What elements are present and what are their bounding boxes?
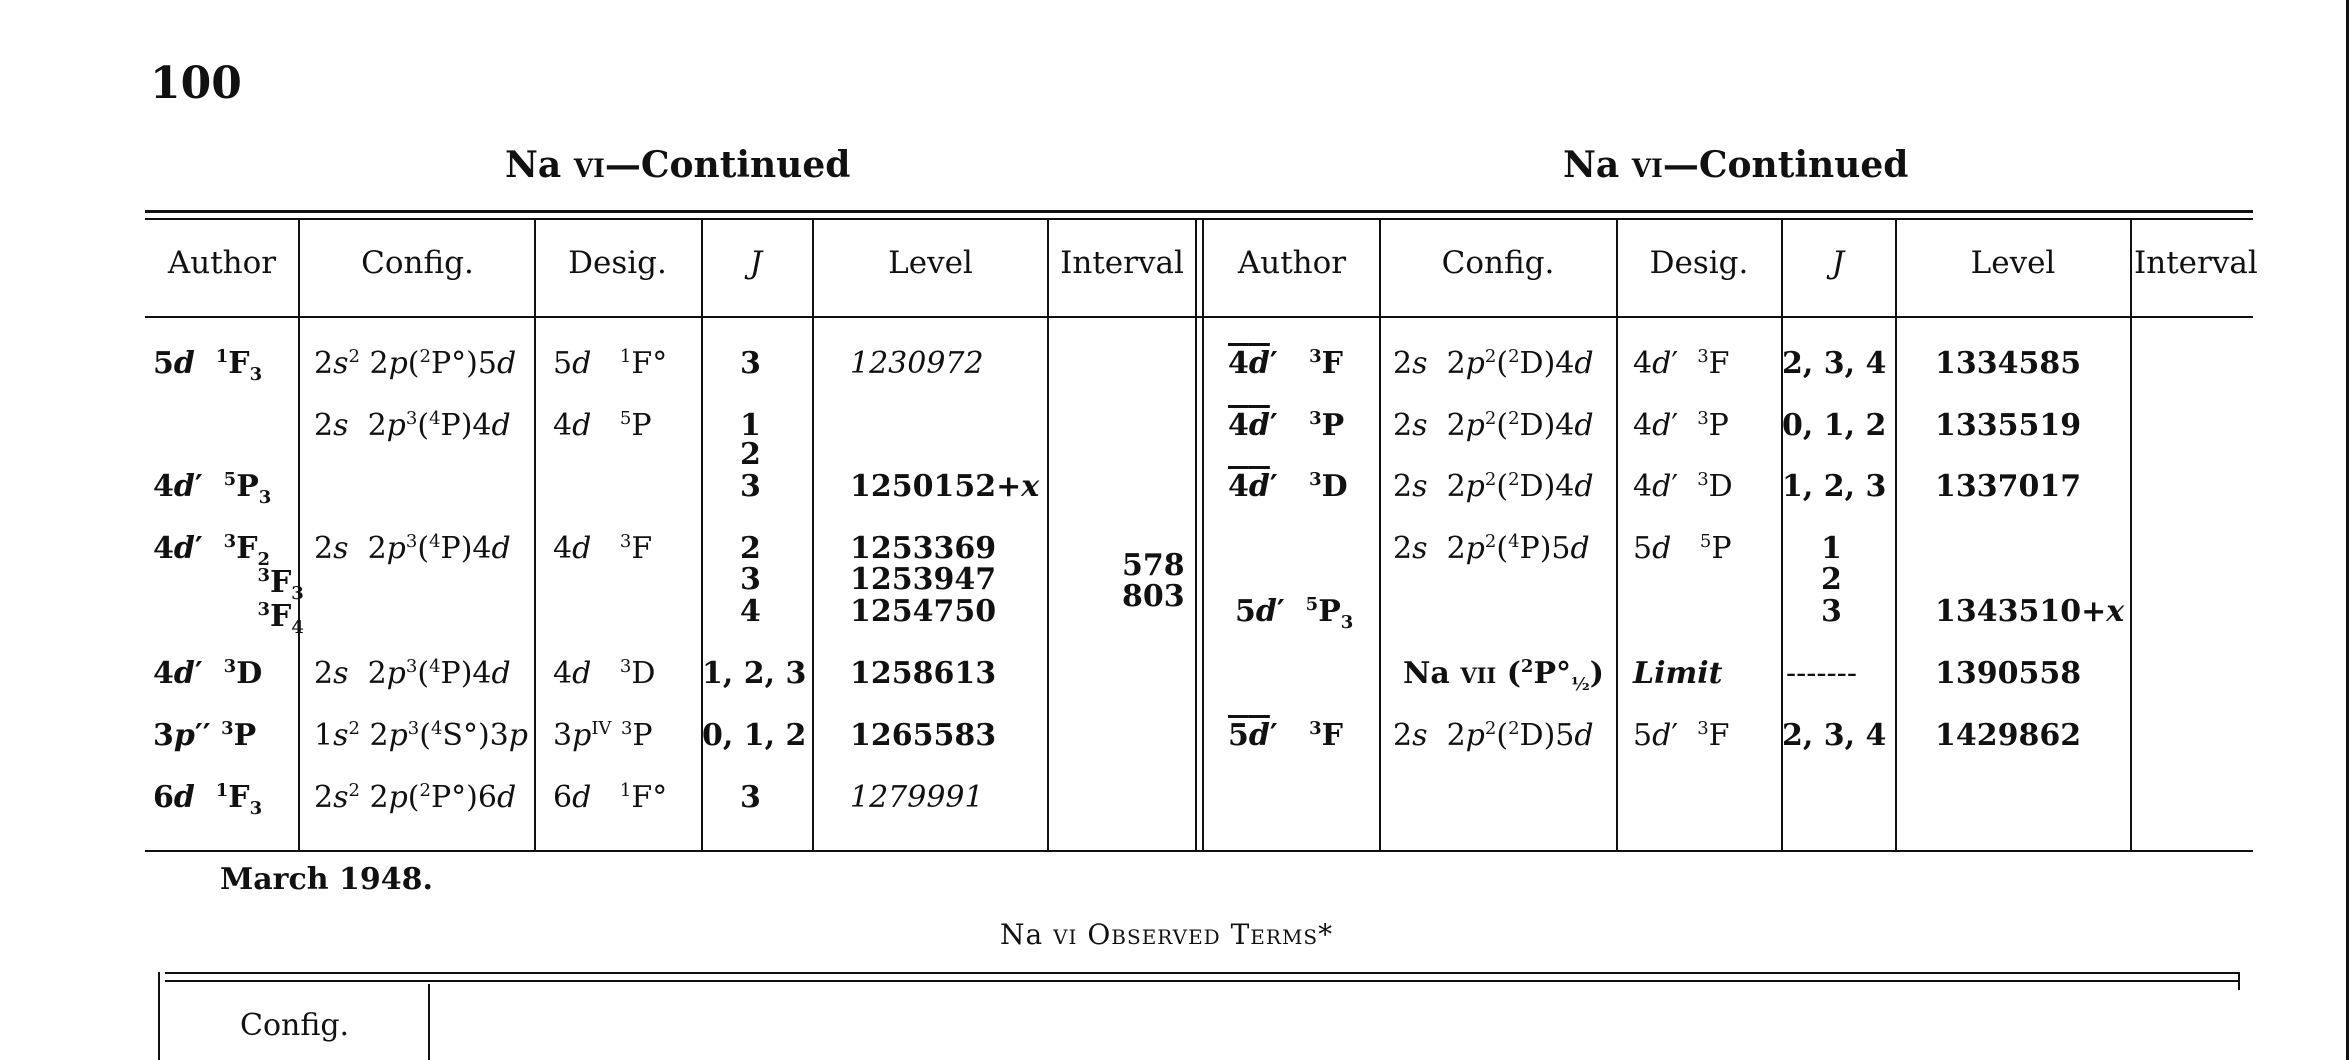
j-cell: 2, 3, 4	[1782, 718, 1887, 753]
level-cell: 1343510+x	[1935, 594, 2125, 629]
header-rule	[145, 316, 2253, 318]
config-cell: 2s $2p^2(^2D)4d$	[1393, 346, 1594, 381]
j-cell: 3	[740, 469, 761, 504]
config-cell: 2s $2p^2(^2D)5d$	[1393, 718, 1594, 753]
observed-config-header: Config.	[240, 1008, 350, 1043]
observed-table-right-border	[2238, 972, 2240, 990]
level-cell: 1250152+x	[850, 469, 1040, 504]
header-config: Config.	[1441, 245, 1555, 281]
config-cell: 2s $2p^3(^4P)4d$	[314, 656, 511, 691]
level-cell: 1254750	[850, 594, 997, 629]
bottom-rule	[145, 850, 2253, 852]
config-cell: $1s^2$ $2p^3(^4S^\circ)3p$	[314, 718, 528, 753]
author-cell: 4d′ $^3$D	[153, 656, 263, 691]
desig-cell: 5d′ $^3$F	[1633, 718, 1730, 753]
observed-table-rule	[165, 980, 2240, 982]
config-cell: $2s^2$ 2p($^2$P°)6d	[314, 780, 517, 815]
level-cell: 1279991	[850, 780, 984, 815]
author-cell: 5d′ $^3$F	[1228, 718, 1343, 753]
col-divider	[1379, 220, 1381, 850]
author-cell: 4d′ $^3$F	[1228, 346, 1343, 381]
desig-cell: 6d $^1$F°	[553, 780, 668, 815]
j-cell: 1	[740, 408, 761, 443]
desig-cell: 4d $^5$P	[553, 408, 652, 443]
author-cell: 6d $^1F_3$	[153, 780, 263, 819]
level-cell: 1258613	[850, 656, 997, 691]
config-cell: 2s $2p^3(^4P)4d$	[314, 531, 511, 566]
header-config: Config.	[361, 245, 474, 281]
observed-table-col-divider	[428, 984, 430, 1060]
j-cell: 2	[1821, 562, 1842, 597]
j-cell: 3	[740, 562, 761, 597]
left-table-title: Na vi—Continued	[505, 144, 851, 186]
level-cell: 1265583	[850, 718, 997, 753]
level-cell: 1337017	[1935, 469, 2082, 504]
author-cell: 3p′′ $^3$P	[153, 718, 257, 753]
j-cell: 3	[740, 780, 761, 815]
col-divider	[2130, 220, 2132, 850]
col-divider-double	[1202, 220, 1204, 850]
j-cell: 4	[740, 594, 761, 629]
j-cell: 0, 1, 2	[1782, 408, 1887, 443]
top-rule-thin	[145, 218, 2253, 220]
col-divider	[701, 220, 703, 850]
desig-cell: 5d $^1$F°	[553, 346, 668, 381]
interval-cell: 578	[1122, 548, 1185, 583]
desig-cell: 4d $^3$D	[553, 656, 656, 691]
level-cell: 1334585	[1935, 346, 2082, 381]
j-cell: 2	[740, 437, 761, 472]
desig-cell: 5d $^5$P	[1633, 531, 1732, 566]
level-cell: 1335519	[1935, 408, 2082, 443]
observed-table-rule	[165, 972, 2240, 974]
col-divider-double	[1195, 220, 1197, 850]
desig-cell: Limit	[1633, 656, 1723, 691]
header-interval: Interval	[2134, 245, 2258, 281]
level-cell: 1429862	[1935, 718, 2082, 753]
col-divider	[1616, 220, 1618, 850]
header-level: Level	[1970, 245, 2056, 281]
j-cell: 2	[740, 531, 761, 566]
j-cell: -------	[1786, 656, 1857, 691]
top-rule-thick	[145, 210, 2253, 213]
config-cell: 2s $2p^2(^2D)4d$	[1393, 408, 1594, 443]
j-cell: 0, 1, 2	[702, 718, 807, 753]
observed-terms-title: Na vi Observed Terms*	[1000, 918, 1334, 951]
header-desig: Desig.	[1649, 245, 1749, 281]
col-divider	[812, 220, 814, 850]
config-cell: Na vii $(^2P^\circ_{\frac{1}{2}})$	[1403, 656, 1604, 695]
author-cell: 4d′ $^3F_2$ $^3F_3$ $^3F_4$	[153, 531, 304, 638]
page-number: 100	[150, 58, 242, 109]
author-cell: 5d $^1F_3$	[153, 346, 263, 385]
j-cell: 3	[740, 346, 761, 381]
desig-cell: 4d $^3$F	[553, 531, 653, 566]
header-level: Level	[888, 245, 973, 281]
header-author: Author	[167, 245, 277, 281]
col-divider	[1781, 220, 1783, 850]
config-cell: 2s $2p^3(^4P)4d$	[314, 408, 511, 443]
desig-cell: $3p^{IV}$ $^3$P	[553, 718, 653, 753]
right-table-title: Na vi—Continued	[1563, 144, 1909, 186]
table-date: March 1948.	[220, 862, 433, 897]
header-desig: Desig.	[568, 245, 667, 281]
col-divider	[534, 220, 536, 850]
j-cell: 3	[1821, 594, 1842, 629]
interval-cell: 803	[1122, 579, 1185, 614]
config-cell: $2s^2$ 2p($^2$P°)5d	[314, 346, 517, 381]
j-cell: 1, 2, 3	[702, 656, 807, 691]
level-cell: 1390558	[1935, 656, 2082, 691]
desig-cell: 4d′ $^3$D	[1633, 469, 1733, 504]
author-cell: 5d′ $^5P_3$	[1235, 594, 1354, 633]
header-j: J	[1831, 245, 1845, 281]
config-cell: 2s $2p^2(^2D)4d$	[1393, 469, 1594, 504]
col-divider	[1895, 220, 1897, 850]
j-cell: 1	[1821, 531, 1842, 566]
observed-table-left-border	[158, 972, 160, 1060]
desig-cell: 4d′ $^3$P	[1633, 408, 1729, 443]
author-cell: 4d′ $^5P_3$	[153, 469, 272, 508]
j-cell: 2, 3, 4	[1782, 346, 1887, 381]
author-cell: 4d′ $^3$P	[1228, 408, 1345, 443]
level-cell: 1253369	[850, 531, 997, 566]
header-author: Author	[1237, 245, 1347, 281]
config-cell: 2s $2p^2(^4P)5d$	[1393, 531, 1590, 566]
header-j: J	[749, 245, 763, 281]
j-cell: 1, 2, 3	[1782, 469, 1887, 504]
level-cell: 1253947	[850, 562, 997, 597]
author-cell: 4d′ $^3$D	[1228, 469, 1348, 504]
header-interval: Interval	[1060, 245, 1184, 281]
desig-cell: 4d′ $^3$F	[1633, 346, 1730, 381]
col-divider	[1047, 220, 1049, 850]
page-edge	[2346, 0, 2349, 1060]
level-cell: 1230972	[850, 346, 984, 381]
